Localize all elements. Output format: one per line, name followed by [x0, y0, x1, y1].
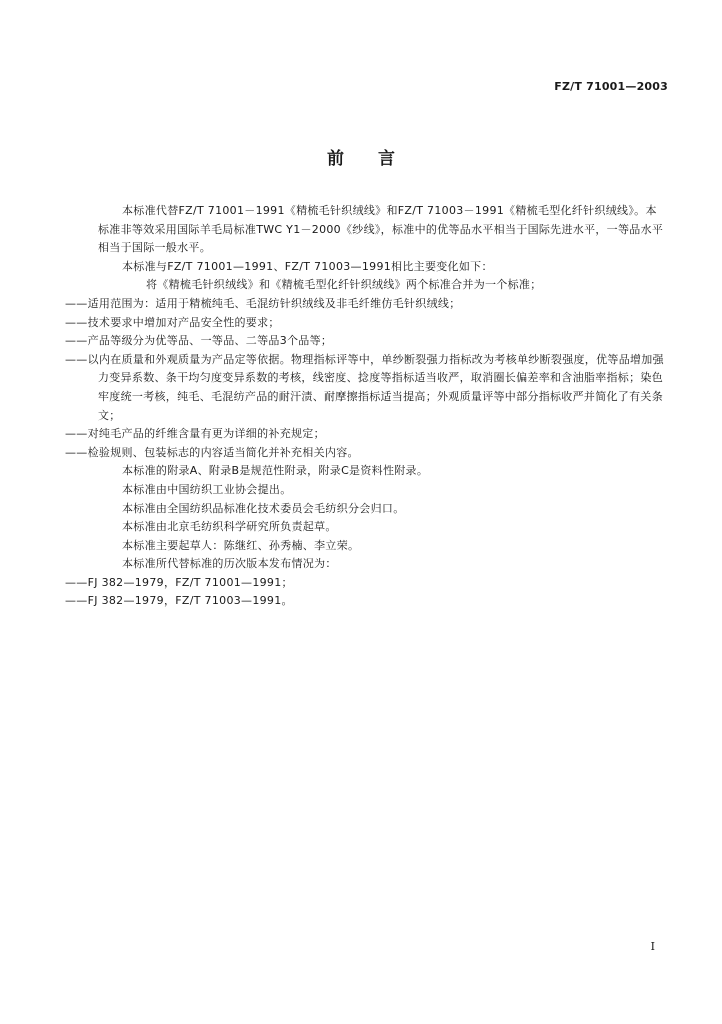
- paragraph-annexes: 本标准的附录A、附录B是规范性附录，附录C是资料性附录。: [122, 464, 429, 478]
- change-item-quality: ——以内在质量和外观质量为产品定等依据。物理指标评等中，单纱断裂强力指标改为考核单纱断裂强度，优等品增加强力变异系数、条干均匀度变异系数的考核，线密度、捻度等指标适当收严，取消圈长偏差率和含油脂率指标；染色牢度统一考核，纯毛、毛混纺产品的耐汗渍、耐摩擦指标适当提高；外观质量评等中部分指标收严并简化了有关条文；: [65, 352, 664, 422]
- paragraph-drafters: 本标准主要起草人：陈继红、孙秀楠、李立荣。: [122, 538, 360, 552]
- paragraph-drafting-org: 本标准由北京毛纺织科学研究所负责起草。: [122, 520, 337, 534]
- change-item-fiber: ——对纯毛产品的纤维含量有更为详细的补充规定；: [65, 427, 325, 441]
- paragraph-committee: 本标准由全国纺织品标准化技术委员会毛纺织分会归口。: [122, 501, 405, 515]
- paragraph-changes-intro: 本标准与FZ/T 71001—1991、FZ/T 71003—1991相比主要变化如下：: [122, 259, 493, 273]
- paragraph-proposer: 本标准由中国纺织工业协会提出。: [122, 482, 292, 496]
- change-item-scope: ——适用范围为：适用于精梳纯毛、毛混纺针织绒线及非毛纤维仿毛针织绒线；: [65, 296, 461, 310]
- paragraph-history-intro: 本标准所代替标准的历次版本发布情况为：: [122, 557, 337, 571]
- change-item-inspection: ——检验规则、包装标志的内容适当简化并补充相关内容。: [65, 445, 359, 459]
- page-number: I: [650, 940, 655, 953]
- page-title: 前言: [327, 149, 429, 169]
- standard-code: FZ/T 71001—2003: [554, 80, 668, 93]
- history-item-1: ——FJ 382—1979，FZ/T 71001—1991；: [65, 575, 293, 589]
- change-item-grades: ——产品等级分为优等品、一等品、二等品3个品等；: [65, 334, 333, 348]
- paragraph-merge: 将《精梳毛针织绒线》和《精梳毛型化纤针织绒线》两个标准合并为一个标准；: [146, 278, 542, 292]
- foreword-body: [65, 202, 668, 611]
- paragraph-replacement: 本标准代替FZ/T 71001－1991《精梳毛针织绒线》和FZ/T 71003－1991《精梳毛型化纤针织绒线》。本标准非等效采用国际羊毛局标准TWC Y1－2000《纱线》，标准中的优等品水平相当于国际先进水平，一等品水平相当于国际一般水平。: [98, 204, 664, 255]
- history-item-2: ——FJ 382—1979，FZ/T 71003—1991。: [65, 594, 293, 608]
- change-item-safety: ——技术要求中增加对产品安全性的要求；: [65, 315, 280, 329]
